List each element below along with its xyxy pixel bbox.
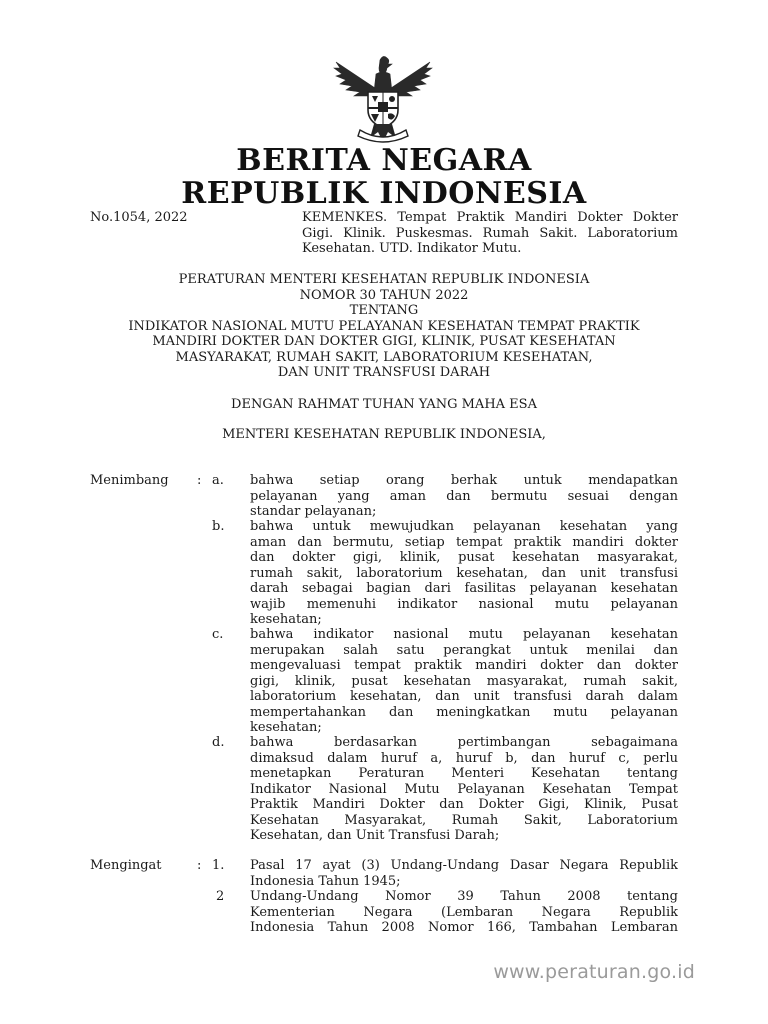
item-mark: c. [212, 627, 224, 642]
regulation-line: PERATURAN MENTERI KESEHATAN REPUBLIK INDONESIA [178, 272, 590, 287]
text-line: Indonesia Tahun 2008 Nomor 166, Tambahan Lembaran [250, 920, 678, 935]
publication-number: No.1054, 2022 [90, 210, 188, 225]
text-line: Praktik Mandiri Dokter dan Dokter Gigi, Klinik, Pusat [250, 797, 678, 812]
text-line: Indonesia Tahun 1945; [250, 873, 401, 889]
blessing-line: DENGAN RAHMAT TUHAN YANG MAHA ESA [231, 397, 537, 412]
regulation-line: TENTANG [349, 303, 419, 318]
regulation-line: NOMOR 30 TAHUN 2022 [299, 287, 469, 303]
text-line: rumah sakit, laboratorium kesehatan, dan unit transfusi [250, 565, 678, 581]
regulation-line: INDIKATOR NASIONAL MUTU PELAYANAN KESEHATAN TEMPAT PRAKTIK [128, 318, 640, 334]
menimbang-colon: : [197, 473, 202, 488]
text-line: mengevaluasi tempat praktik mandiri dokter dan dokter [250, 658, 678, 673]
text-line: menetapkan Peraturan Menteri Kesehatan tentang [250, 766, 678, 781]
text-line: wajib memenuhi indikator nasional mutu pelayanan [250, 596, 678, 612]
minister-line: MENTERI KESEHATAN REPUBLIK INDONESIA, [222, 427, 546, 442]
source-watermark: www.peraturan.go.id [493, 961, 695, 983]
text-line: kesehatan; [250, 720, 322, 735]
text-line: merupakan salah satu perangkat untuk menilai dan [250, 642, 678, 658]
text-line: gigi, klinik, pusat kesehatan masyarakat, rumah sakit, [250, 673, 678, 689]
regulation-line: DAN UNIT TRANSFUSI DARAH [277, 365, 491, 380]
menimbang-item-d [250, 735, 678, 844]
garuda-emblem-icon [330, 52, 436, 146]
document-title-line2: REPUBLIK INDONESIA [181, 176, 587, 211]
text-line: dan dokter gigi, klinik, pusat kesehatan masyarakat, [250, 550, 678, 565]
text-line: aman dan bermutu, setiap tempat praktik mandiri dokter [250, 534, 678, 550]
text-line: kesehatan; [250, 612, 322, 627]
text-line: standar pelayanan; [250, 504, 377, 519]
menimbang-label: Menimbang [90, 473, 169, 488]
menimbang-item-c [250, 627, 678, 736]
item-mark: d. [212, 735, 225, 750]
text-line: bahwa untuk mewujudkan pelayanan kesehatan yang [250, 519, 678, 534]
text-line: Pasal 17 ayat (3) Undang-Undang Dasar Negara Republik [250, 858, 678, 873]
text-line: darah sebagai bagian dari fasilitas pelayanan kesehatan [250, 581, 678, 596]
text-line: Kementerian Negara (Lembaran Negara Republik [250, 904, 678, 920]
text-line: bahwa setiap orang berhak untuk mendapatkan [250, 473, 678, 488]
text-line: bahwa berdasarkan pertimbangan sebagaimana [250, 735, 678, 750]
item-mark: 2 [216, 889, 225, 904]
text-line: Kesehatan Masyarakat, Rumah Sakit, Laboratorium [250, 812, 678, 828]
text-line: pelayanan yang aman dan bermutu sesuai dengan [250, 488, 678, 504]
menimbang-item-b [250, 519, 678, 628]
item-mark: a. [212, 473, 224, 488]
text-line: Undang-Undang Nomor 39 Tahun 2008 tentang [250, 889, 678, 904]
text-line: laboratorium kesehatan, dan unit transfusi darah dalam [250, 689, 678, 704]
text-line: mempertahankan dan meningkatkan mutu pelayanan [250, 704, 678, 720]
regulation-line: MASYARAKAT, RUMAH SAKIT, LABORATORIUM KESEHATAN, [175, 349, 593, 365]
publication-summary: KEMENKES. Tempat Praktik Mandiri Dokter Dokter Gigi. Klinik. Puskesmas. Rumah Sakit. Laboratorium Kesehatan. UTD. Indikator Mutu. [302, 210, 678, 256]
document-title-line1: BERITA NEGARA [236, 143, 532, 178]
item-mark: b. [212, 519, 225, 534]
text-line: Indikator Nasional Mutu Pelayanan Kesehatan Tempat [250, 781, 678, 797]
text-line: bahwa indikator nasional mutu pelayanan kesehatan [250, 627, 678, 642]
mengingat-item-2 [250, 889, 678, 936]
regulation-line: MANDIRI DOKTER DAN DOKTER GIGI, KLINIK, PUSAT KESEHATAN [152, 334, 616, 349]
menimbang-item-a [250, 473, 678, 520]
regulation-heading [0, 272, 768, 381]
text-line: Kesehatan, dan Unit Transfusi Darah; [250, 828, 500, 843]
mengingat-item-1 [250, 858, 678, 889]
mengingat-colon: : [197, 858, 202, 873]
item-mark: 1. [212, 858, 225, 873]
mengingat-label: Mengingat [90, 858, 162, 873]
text-line: dimaksud dalam huruf a, huruf b, dan huruf c, perlu [250, 750, 678, 766]
